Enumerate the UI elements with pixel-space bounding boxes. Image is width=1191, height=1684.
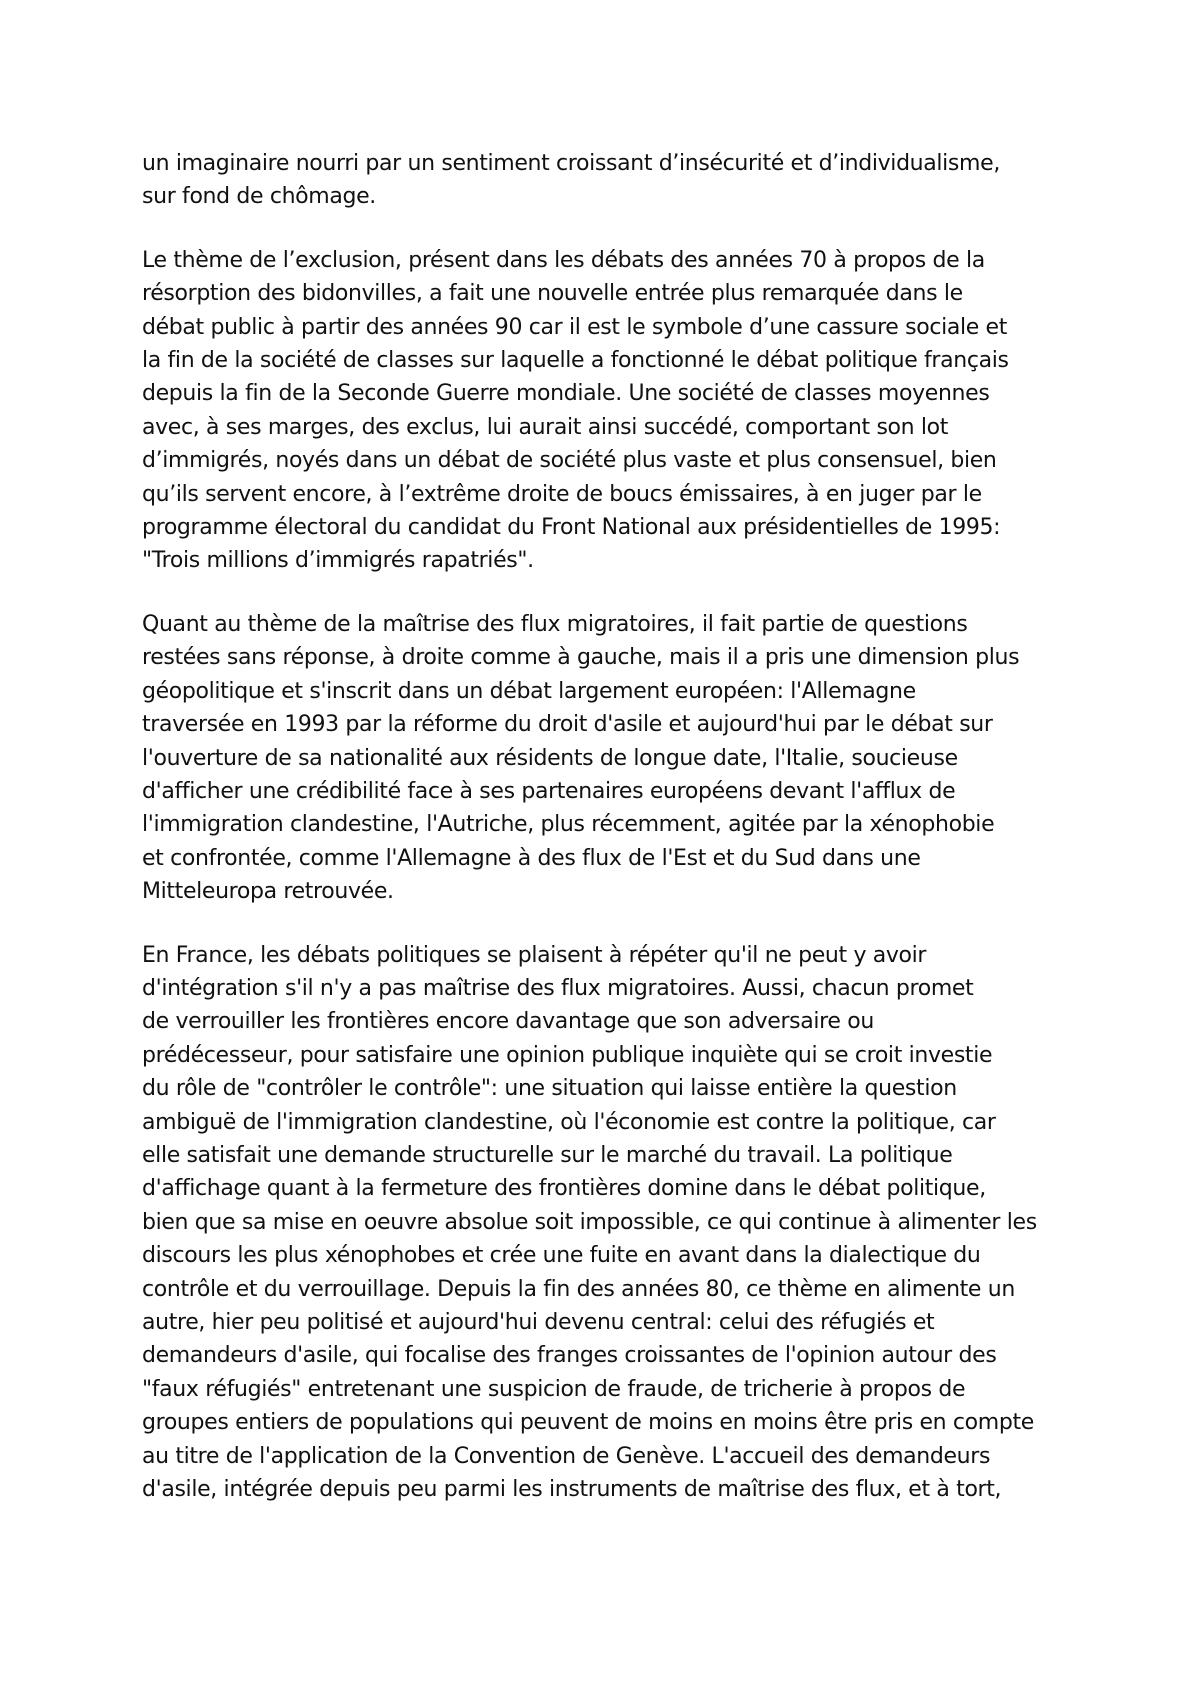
text-line: Le thème de l’exclusion, présent dans les débats des années 70 à propos de la [142,247,985,273]
text-line: d'asile, intégrée depuis peu parmi les instruments de maîtrise des flux, et à tort, [142,1477,1002,1503]
text-line: Quant au thème de la maîtrise des flux migratoires, il fait partie de questions [142,611,968,637]
text-line: traversée en 1993 par la réforme du droit d'asile et aujourd'hui par le débat sur [142,712,993,738]
text-line: programme électoral du candidat du Front National aux présidentielles de 1995: [142,515,1001,541]
text-line: contrôle et du verrouillage. Depuis la fin des années 80, ce thème en alimente un [142,1276,1015,1302]
text-line: au titre de l'application de la Convention de Genève. L'accueil des demandeurs [142,1443,991,1469]
text-line: débat public à partir des années 90 car il est le symbole d’une cassure sociale et [142,314,1008,340]
text-line: "Trois millions d’immigrés rapatriés". [142,548,534,574]
text-line: d'affichage quant à la fermeture des frontières domine dans le débat politique, [142,1176,986,1202]
text-line: géopolitique et s'inscrit dans un débat largement européen: l'Allemagne [142,678,916,704]
text-line: d’immigrés, noyés dans un débat de société plus vaste et plus consensuel, bien [142,448,997,474]
text-line: elle satisfait une demande structurelle sur le marché du travail. La politique [142,1142,953,1168]
paragraph [142,244,1062,578]
text-line: bien que sa mise en oeuvre absolue soit impossible, ce qui continue à alimenter les [142,1209,1037,1235]
text-line: En France, les débats politiques se plaisent à répéter qu'il ne peut y avoir [142,942,927,968]
text-line: "faux réfugiés" entretenant une suspicion de fraude, de tricherie à propos de [142,1376,966,1402]
text-line: groupes entiers de populations qui peuvent de moins en moins être pris en compte [142,1410,1034,1436]
text-line: Mitteleuropa retrouvée. [142,879,394,905]
text-line: ambiguë de l'immigration clandestine, où l'économie est contre la politique, car [142,1109,996,1135]
text-line: du rôle de "contrôler le contrôle": une situation qui laisse entière la question [142,1076,957,1102]
text-line: demandeurs d'asile, qui focalise des franges croissantes de l'opinion autour des [142,1343,997,1369]
text-line: prédécesseur, pour satisfaire une opinion publique inquiète qui se croit investie [142,1042,993,1068]
text-line: résorption des bidonvilles, a fait une nouvelle entrée plus remarquée dans le [142,281,963,307]
paragraph [142,147,1062,214]
text-line: discours les plus xénophobes et crée une fuite en avant dans la dialectique du [142,1243,981,1269]
text-line: d'intégration s'il n'y a pas maîtrise des flux migratoires. Aussi, chacun promet [142,975,974,1001]
text-line: d'afficher une crédibilité face à ses partenaires européens devant l'afflux de [142,778,956,804]
text-line: la fin de la société de classes sur laquelle a fonctionné le débat politique français [142,348,1009,374]
text-line: l'ouverture de sa nationalité aux résidents de longue date, l'Italie, soucieuse [142,745,958,771]
text-line: sur fond de chômage. [142,184,376,210]
text-line: restées sans réponse, à droite comme à gauche, mais il a pris une dimension plus [142,645,1020,671]
paragraph [142,939,1062,1507]
paragraph [142,608,1062,909]
text-line: un imaginaire nourri par un sentiment croissant d’insécurité et d’individualisme, [142,151,1000,176]
document-body [142,147,1062,1536]
text-line: l'immigration clandestine, l'Autriche, plus récemment, agitée par la xénophobie [142,812,995,838]
text-line: de verrouiller les frontières encore davantage que son adversaire ou [142,1009,874,1035]
text-line: qu’ils servent encore, à l’extrême droite de boucs émissaires, à en juger par le [142,481,982,507]
text-line: et confrontée, comme l'Allemagne à des flux de l'Est et du Sud dans une [142,845,921,871]
text-line: depuis la fin de la Seconde Guerre mondiale. Une société de classes moyennes [142,381,990,407]
text-line: avec, à ses marges, des exclus, lui aurait ainsi succédé, comportant son lot [142,414,949,440]
text-line: autre, hier peu politisé et aujourd'hui devenu central: celui des réfugiés et [142,1310,935,1335]
